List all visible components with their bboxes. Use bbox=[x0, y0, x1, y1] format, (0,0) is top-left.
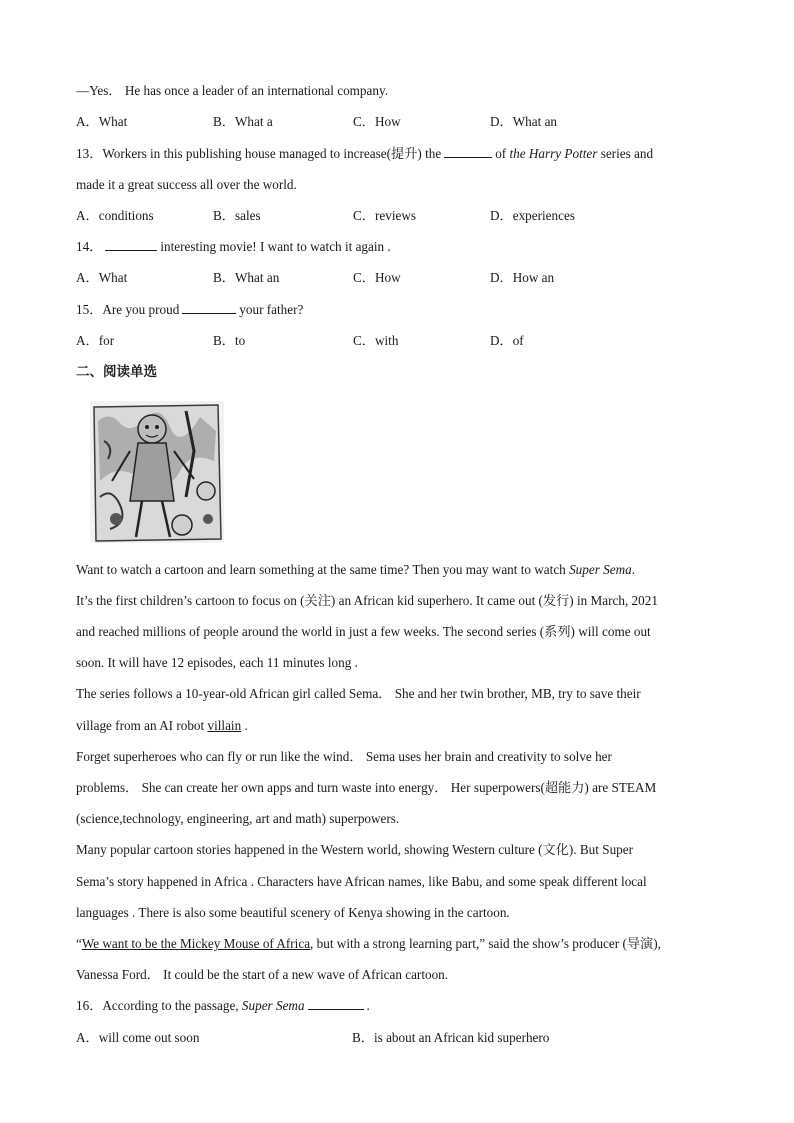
q14-options bbox=[76, 269, 716, 287]
passage-text: “ bbox=[76, 936, 82, 951]
q14-answer-blank[interactable] bbox=[105, 238, 157, 251]
passage-paragraph-5-line-2: Sema’s story happened in Africa . Characters have African names, like Babu, and some speak different local bbox=[76, 874, 647, 889]
passage-paragraph-4-line-1: Forget superheroes who can fly or run like the wind． Sema uses her brain and creativity to solve her bbox=[76, 749, 612, 764]
q14-option-d[interactable]: D．How an bbox=[490, 270, 555, 285]
passage-text: , but with a strong learning part,” said the show’s producer (导演), bbox=[310, 936, 661, 951]
q16-options bbox=[76, 1029, 716, 1047]
q16-option-a[interactable]: A．will come out soon bbox=[76, 1030, 200, 1045]
passage-paragraph-6-line-1 bbox=[76, 935, 661, 953]
q12-option-b[interactable]: B．What a bbox=[213, 114, 273, 129]
passage-paragraph-2-line-1: It’s the first children’s cartoon to focus on (关注) an African kid superhero. It came out (发行) in March, 2021 bbox=[76, 593, 658, 608]
passage-paragraph-5-line-3: languages . There is also some beautiful scenery of Kenya showing in the cartoon. bbox=[76, 905, 510, 920]
q13-stem-text: 13．Workers in this publishing house managed to increase(提升) the bbox=[76, 146, 442, 161]
passage-text: . bbox=[631, 562, 636, 577]
passage-text: village from an AI robot bbox=[76, 718, 205, 733]
q12-answer-line: —Yes． He has once a leader of an international company. bbox=[76, 83, 389, 98]
q12-option-a[interactable]: A．What bbox=[76, 114, 128, 129]
q13-answer-blank[interactable] bbox=[444, 145, 492, 158]
q16-stem bbox=[76, 997, 370, 1015]
q14-stem-text: interesting movie! I want to watch it again . bbox=[160, 239, 391, 254]
passage-paragraph-5-line-1: Many popular cartoon stories happened in the Western world, showing Western culture (文化). But Super bbox=[76, 842, 634, 857]
q13-stem bbox=[76, 145, 653, 163]
q13-option-c[interactable]: C．reviews bbox=[353, 208, 416, 223]
passage-paragraph-4-line-2: problems． She can create her own apps and turn waste into energy． Her superpowers(超能力) are STEAM bbox=[76, 780, 657, 795]
q16-option-b[interactable]: B．is about an African kid superhero bbox=[352, 1030, 550, 1045]
underlined-word-villain: villain bbox=[207, 718, 242, 733]
q13-option-d[interactable]: D．experiences bbox=[490, 208, 575, 223]
passage-paragraph-3-line-1: The series follows a 10-year-old African girl called Sema． She and her twin brother, MB, try to save their bbox=[76, 686, 641, 701]
q13-options bbox=[76, 207, 716, 225]
q14-number: 14． bbox=[76, 239, 103, 254]
passage-paragraph-3-line-2 bbox=[76, 717, 248, 735]
q12-option-c[interactable]: C．How bbox=[353, 114, 401, 129]
passage-paragraph-2-line-3: soon. It will have 12 episodes, each 11 minutes long . bbox=[76, 655, 358, 670]
q14-option-b[interactable]: B．What an bbox=[213, 270, 280, 285]
q14-option-a[interactable]: A．What bbox=[76, 270, 128, 285]
q15-option-b[interactable]: B．to bbox=[213, 333, 246, 348]
q13-stem-text-c: series and bbox=[600, 146, 654, 161]
q15-stem-text-b: your father? bbox=[239, 302, 304, 317]
q13-option-b[interactable]: B．sales bbox=[213, 208, 261, 223]
q16-stem-end: . bbox=[366, 998, 370, 1013]
q16-show-title: Super Sema bbox=[241, 998, 305, 1013]
passage-text: Want to watch a cartoon and learn something at the same time? Then you may want to watch bbox=[76, 562, 566, 577]
underlined-quote: We want to be the Mickey Mouse of Africa bbox=[81, 936, 311, 951]
q15-option-c[interactable]: C．with bbox=[353, 333, 399, 348]
section-title-reading: 二、阅读单选 bbox=[76, 364, 157, 380]
q15-stem-text: 15．Are you proud bbox=[76, 302, 180, 317]
q12-options bbox=[76, 113, 716, 131]
q15-options bbox=[76, 332, 716, 350]
q15-option-a[interactable]: A．for bbox=[76, 333, 115, 348]
q16-stem-text: 16．According to the passage, bbox=[76, 998, 239, 1013]
passage-paragraph-1 bbox=[76, 561, 635, 579]
q15-answer-blank[interactable] bbox=[182, 301, 236, 314]
q15-option-d[interactable]: D．of bbox=[490, 333, 524, 348]
q13-stem-line2: made it a great success all over the world. bbox=[76, 177, 297, 192]
q13-stem-text-b: of bbox=[495, 146, 507, 161]
q14-stem bbox=[76, 238, 391, 256]
q15-stem bbox=[76, 301, 303, 319]
q13-option-a[interactable]: A．conditions bbox=[76, 208, 154, 223]
q12-option-d[interactable]: D．What an bbox=[490, 114, 558, 129]
q14-option-c[interactable]: C．How bbox=[353, 270, 401, 285]
cartoon-illustration bbox=[90, 401, 224, 543]
q13-book-title: the Harry Potter bbox=[509, 146, 598, 161]
passage-show-title: Super Sema bbox=[569, 562, 632, 577]
passage-paragraph-4-line-3: (science,technology, engineering, art and math) superpowers. bbox=[76, 811, 400, 826]
passage-text: . bbox=[244, 718, 248, 733]
passage-paragraph-6-line-2: Vanessa Ford． It could be the start of a new wave of African cartoon. bbox=[76, 967, 449, 982]
q16-answer-blank[interactable] bbox=[308, 997, 364, 1010]
passage-paragraph-2-line-2: and reached millions of people around the world in just a few weeks. The second series (系列) will come out bbox=[76, 624, 651, 639]
